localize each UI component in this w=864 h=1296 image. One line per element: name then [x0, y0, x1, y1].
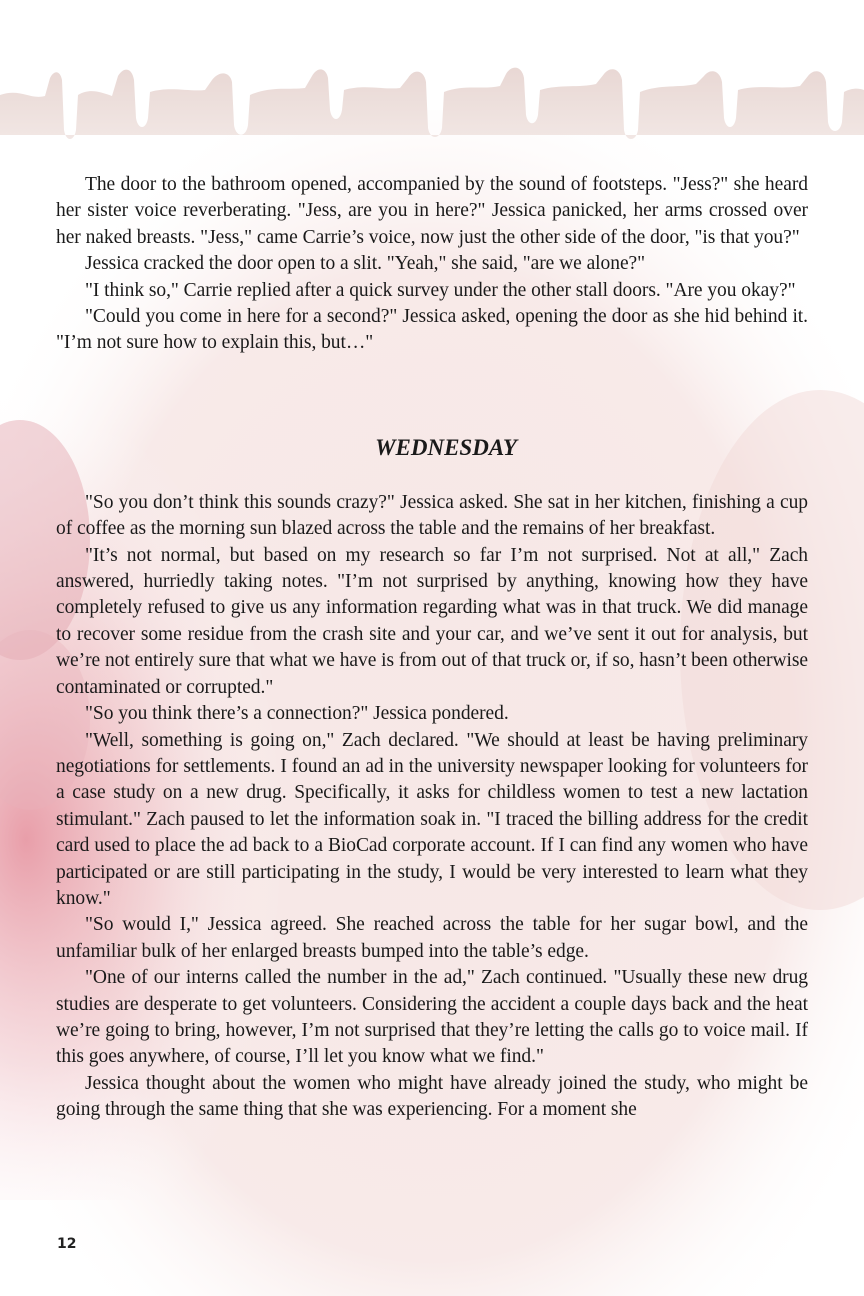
- paragraph: "It’s not normal, but based on my research so far I’m not surprised. Not at all," Zach answered, hurriedly taking notes. "I’m not surprised by anything, knowing how they have completely refused to give us any information regarding what was in that truck. We did manage to recover some residue from the crash site and your car, and we’ve sent it out for analysis, but we’re not entirely sure that what we have is from out of that truck or, if so, hasn’t been otherwise contaminated or corrupted.": [56, 544, 808, 698]
- section-heading: WEDNESDAY: [375, 434, 517, 460]
- page-body: [56, 172, 808, 1124]
- paragraph: "Well, something is going on," Zach declared. "We should at least be having preliminary negotiations for settlements. I found an ad in the university newspaper looking for volunteers for a case study on a new drug. Specifically, it asks for childless women to test a new lactation stimulant." Zach paused to let the information soak in. "I traced the billing address for the credit card used to place the ad back to a BioCad corporate account. If I can find any women who have participated or are still participating in the study, I would be very interested to learn what they know.": [56, 729, 808, 909]
- paragraph: Jessica cracked the door open to a slit. "Yeah," she said, "are we alone?": [85, 253, 646, 275]
- scene-two: [56, 490, 808, 1124]
- paragraph: "So you think there’s a connection?" Jessica pondered.: [85, 703, 509, 725]
- paragraph: "One of our interns called the number in the ad," Zach continued. "Usually these new drug studies are desperate to get volunteers. Considering the accident a couple days back and the heat we’re going to bring, however, I’m not surprised that they’re letting the calls go to voice mail. If this goes anywhere, of course, I’ll let you know what we find.": [56, 967, 808, 1068]
- paragraph: Jessica thought about the women who might have already joined the study, who might be going through the same thing that she was experiencing. For a moment she: [56, 1072, 808, 1121]
- scene-one: [56, 172, 808, 357]
- paragraph: "Could you come in here for a second?" Jessica asked, opening the door as she hid behind it. "I’m not sure how to explain this, but…": [56, 306, 808, 354]
- page-number: 12: [57, 1236, 77, 1252]
- paragraph: "I think so," Carrie replied after a quick survey under the other stall doors. "Are you okay?": [85, 279, 796, 301]
- paragraph: "So would I," Jessica agreed. She reached across the table for her sugar bowl, and the unfamiliar bulk of her enlarged breasts bumped into the table’s edge.: [56, 914, 808, 962]
- paragraph: "So you don’t think this sounds crazy?" Jessica asked. She sat in her kitchen, finishing a cup of coffee as the morning sun blazed across the table and the remains of her breakfast.: [56, 491, 808, 540]
- paragraph: The door to the bathroom opened, accompanied by the sound of footsteps. "Jess?" she heard her sister voice reverberating. "Jess, are you in here?" Jessica panicked, her arms crossed over her naked breasts. "Jess," came Carrie’s voice, now just the other side of the door, "is that you?": [56, 174, 808, 248]
